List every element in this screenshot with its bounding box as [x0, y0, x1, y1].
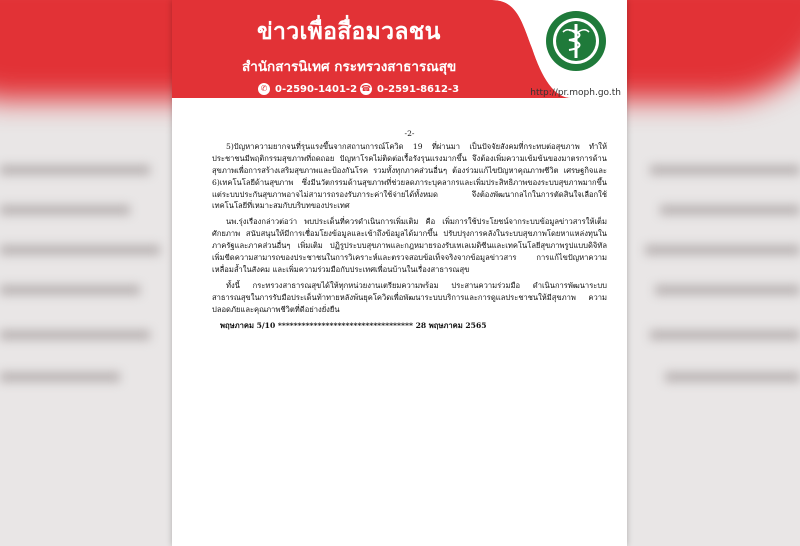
document-body [212, 128, 607, 332]
website-link[interactable]: http://pr.moph.go.th [530, 88, 621, 98]
press-release-page [172, 0, 627, 546]
phone-number-1-text: 0-2590-1401-2 [275, 83, 358, 95]
blurred-line [0, 372, 120, 382]
footer-release-number: พฤษภาคม 5/10 [220, 320, 276, 330]
blurred-line [0, 245, 160, 255]
blurred-line [645, 245, 800, 255]
phone-number-2-text: 0-2591-8612-3 [377, 83, 460, 95]
fax-icon: ☎ [361, 84, 371, 93]
blurred-line [650, 165, 800, 175]
blurred-line [665, 372, 800, 382]
blurred-line [0, 285, 140, 295]
banner-subtitle: สำนักสารนิเทศ กระทรวงสาธารณสุข [242, 59, 457, 75]
paragraph-2: นพ.รุ่งเรืองกล่าวต่อว่า พบประเด็นที่ควรดำเนินการเพิ่มเติม คือ เพิ่มการใช้ประโยชน์จากระบบข้อมูลข่าวสารให้เต็มศักยภาพ สนับสนุนให้มีการเชื่อมโยงข้อมูลและเข้าถึงข้อมูลได้มากขึ้น ปรับปรุงการคลังในระบบสุขภาพโดยหาแหล่งทุนในภาครัฐและภาคส่วนอื่นๆ เพิ่มเติม ปฏิรูประบบสุขภาพและกฎหมายรองรับเทเลเมดิซีนและเทคโนโลยีสุขภาพรูปแบบดิจิทัล เพิ่มขีดความสามารถของประชาชนในการวิเคราะห์และตรวจสอบข้อเท็จจริงจากข้อมูลข่าวสาร การแก้ไขปัญหาความเหลื่อมล้ำในสังคม และเพิ่มความร่วมมือกับประเทศเพื่อนบ้านในเรื่องสาธารณสุข [212, 217, 607, 274]
header-banner [172, 0, 627, 98]
blurred-line [655, 285, 800, 295]
blurred-line [0, 205, 130, 215]
phone-icon: ✆ [258, 83, 270, 95]
footer-separator: ********************************** [277, 320, 413, 330]
paragraph-3: ทั้งนี้ กระทรวงสาธารณสุขได้ให้ทุกหน่วยงานเตรียมความพร้อม ประสานความร่วมมือ ดำเนินการพัฒนาระบบสาธารณสุขในการรับมือประเด็นท้าทายหลังพ้นยุคโควิดเพื่อพัฒนาระบบบริการและการดูแลประชาชนให้มีสุขภาพ ความปลอดภัยและคุณภาพชีวิตที่ดีอย่างยั่งยืน [212, 280, 607, 314]
page-number: -2- [404, 129, 415, 138]
blurred-line [660, 205, 800, 215]
phone-number-1 [258, 83, 357, 95]
blurred-line [0, 165, 150, 175]
paragraph-1: 5)ปัญหาความยากจนที่รุนแรงขึ้นจากสถานการณ์โควิด 19 ที่ผ่านมา เป็นปัจจัยสังคมที่กระทบต่อสุขภาพ ทำให้ประชาชนมีพฤติกรรมสุขภาพที่ถดถอย ปัญหาโรคไม่ติดต่อเรื้อรังรุนแรงมากขึ้น จึงต้องเพิ่มความเข้มข้นของมาตรการด้านสุขภาพเพื่อการสร้างเสริมสุขภาพและป้องกันโรค รวมทั้งทุกภาคส่วนอื่นๆ ต้องร่วมแก้ไขปัญหาคุณภาพชีวิต เศรษฐกิจและ 6)เทคโนโลยีด้านสุขภาพ ซึ่งมีนวัตกรรมด้านสุขภาพที่ช่วยลดภาระบุคลากรและเพิ่มประสิทธิภาพของระบบสุขภาพมากขึ้น แต่ระบบประกันสุขภาพอาจไม่สามารถรองรับภาระค่าใช้จ่ายได้ทั้งหมด จึงต้องพัฒนากลไกในการตัดสินใจเลือกใช้เทคโนโลยีที่เหมาะสมกับบริบทของประเทศ [212, 141, 607, 211]
blurred-line [0, 330, 150, 340]
blurred-line [650, 330, 800, 340]
ministry-logo-icon [545, 10, 607, 72]
phone-number-2 [360, 83, 459, 95]
footer-date: 28 พฤษภาคม 2565 [415, 320, 487, 330]
banner-title: ข่าวเพื่อสื่อมวลชน [257, 19, 441, 45]
document-footer [212, 320, 607, 332]
